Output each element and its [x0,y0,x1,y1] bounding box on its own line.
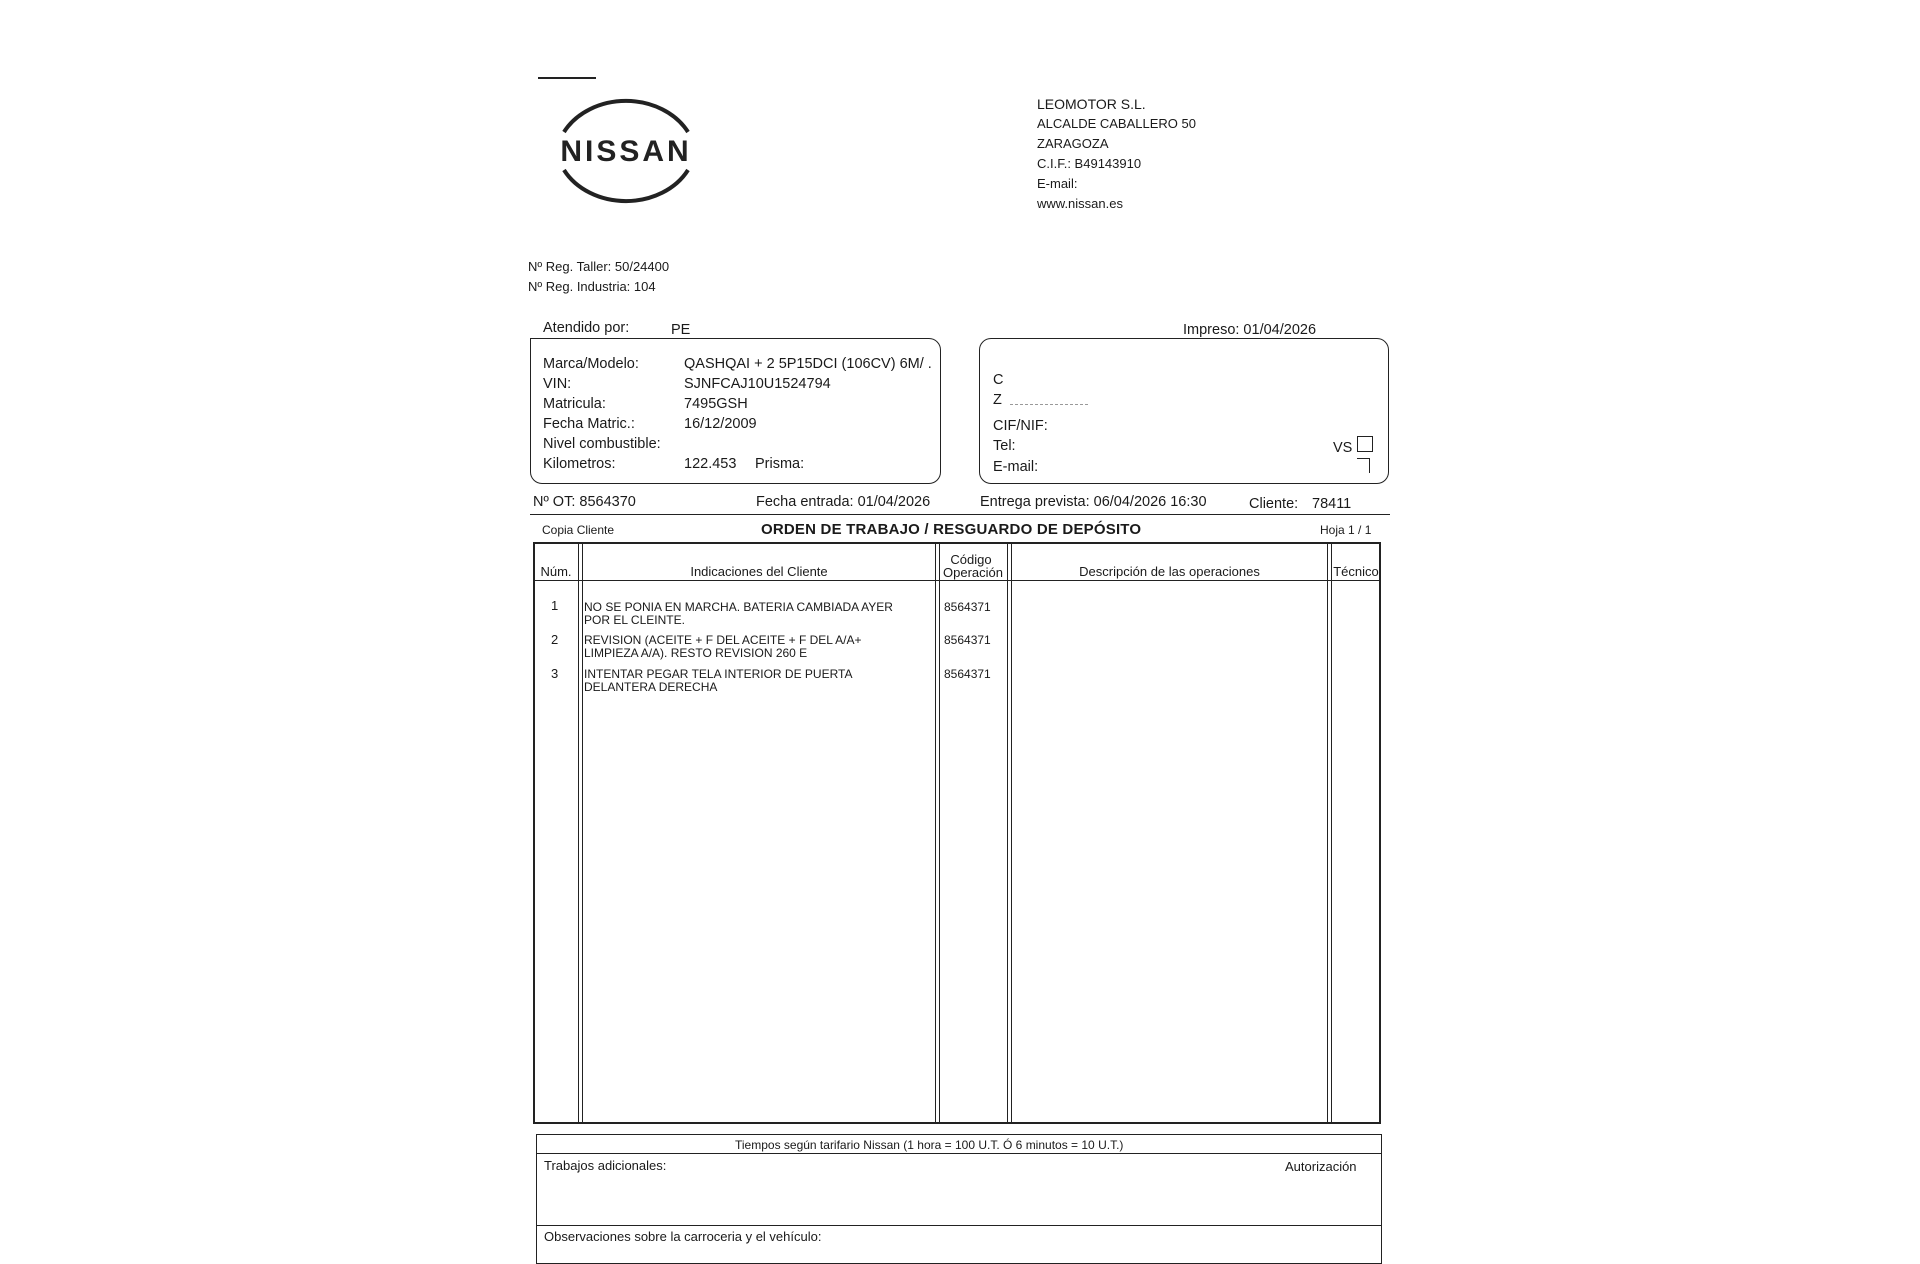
th-num: Núm. [540,564,572,579]
copia-cliente: Copia Cliente [542,523,615,537]
row-1-num: 1 [551,598,559,613]
marca-value: QASHQAI + 2 5P15DCI (106CV) 6M/ . [684,356,932,372]
col-divider-1 [578,542,579,1124]
order-divider [530,514,1390,515]
col-divider-3b [1011,542,1012,1124]
row-2-num: 2 [551,632,559,647]
impreso-date: Impreso: 01/04/2026 [1183,322,1317,338]
row-1-codigo: 8564371 [944,600,991,614]
atendido-value: PE [671,322,691,338]
table-header-divider [533,580,1381,581]
redacted-mark [1010,404,1088,405]
col-divider-2 [935,542,936,1124]
autorizacion-label: Autorización [1285,1159,1357,1174]
th-codigo-1: Código [950,552,992,567]
row-3-line1: INTENTAR PEGAR TELA INTERIOR DE PUERTA [584,667,853,681]
th-tecnico: Técnico [1333,564,1379,579]
kilometros-value: 122.453 [684,456,737,472]
company-web: www.nissan.es [1037,196,1123,211]
fecha-entrada: Fecha entrada: 01/04/2026 [756,494,931,510]
client-line1: C [993,372,1004,388]
corner-mark [1357,458,1370,473]
work-order-table [533,542,1381,1124]
logo-brand-text: NISSAN [560,135,692,168]
footer-divider-2 [536,1225,1382,1226]
hoja-number: Hoja 1 / 1 [1320,523,1372,537]
row-3-line2: DELANTERA DERECHA [584,680,718,694]
kilometros-label: Kilometros: [543,456,616,472]
client-cif-label: CIF/NIF: [993,418,1048,434]
document-title: ORDEN DE TRABAJO / RESGUARDO DE DEPÓSITO [761,521,1142,538]
prisma-label: Prisma: [755,456,805,472]
marca-label: Marca/Modelo: [543,356,639,372]
company-email: E-mail: [1037,176,1078,191]
nivel-combustible-label: Nivel combustible: [543,436,661,452]
atendido-label: Atendido por: [543,320,630,336]
th-indicaciones: Indicaciones del Cliente [690,564,828,579]
row-2-codigo: 8564371 [944,633,991,647]
vs-label: VS [1333,440,1353,456]
col-divider-4 [1327,542,1328,1124]
client-tel-label: Tel: [993,438,1016,454]
company-info [1037,94,1196,214]
col-divider-2b [939,542,940,1124]
row-3-codigo: 8564371 [944,667,991,681]
row-2-line2: LIMPIEZA A/A). RESTO REVISION 260 E [584,646,808,660]
ot-number: Nº OT: 8564370 [533,494,636,510]
nissan-logo [536,74,716,224]
reg-industria: Nº Reg. Industria: 104 [528,279,656,294]
cliente-label: Cliente: [1249,496,1299,512]
footer-divider-1 [536,1153,1382,1154]
vin-value: SJNFCAJ10U1524794 [684,376,831,392]
row-1-line2: POR EL CLEINTE. [584,613,685,627]
observaciones-label: Observaciones sobre la carroceria y el vehículo: [544,1229,822,1244]
vin-label: VIN: [543,376,572,392]
entrega-prevista: Entrega prevista: 06/04/2026 16:30 [980,494,1207,510]
fecha-matric-value: 16/12/2009 [684,416,757,432]
row-1-line1: NO SE PONIA EN MARCHA. BATERIA CAMBIADA AYER [584,600,893,614]
client-line2: Z [993,392,1002,408]
trabajos-adicionales: Trabajos adicionales: [544,1158,667,1173]
col-divider-4b [1331,542,1332,1124]
company-name: LEOMOTOR S.L. [1037,96,1146,112]
client-box [979,338,1389,484]
company-address: ALCALDE CABALLERO 50 [1037,116,1196,131]
cliente-value: 78411 [1312,496,1352,512]
th-descripcion: Descripción de las operaciones [1079,564,1260,579]
fecha-matric-label: Fecha Matric.: [543,416,635,432]
row-2-line1: REVISION (ACEITE + F DEL ACEITE + F DEL A/A+ [584,633,862,647]
client-email-label: E-mail: [993,459,1039,475]
matricula-label: Matricula: [543,396,606,412]
tiempos-note: Tiempos según tarifario Nissan (1 hora = 100 U.T. Ó 6 minutos = 10 U.T.) [735,1138,1124,1152]
company-cif: C.I.F.: B49143910 [1037,156,1142,171]
col-divider-1b [582,542,583,1124]
matricula-value: 7495GSH [684,396,748,412]
row-3-num: 3 [551,666,559,681]
company-city: ZARAGOZA [1037,136,1109,151]
vs-checkbox[interactable] [1357,436,1373,452]
th-codigo-2: Operación [943,565,1003,580]
col-divider-3 [1007,542,1008,1124]
reg-taller: Nº Reg. Taller: 50/24400 [528,259,670,274]
